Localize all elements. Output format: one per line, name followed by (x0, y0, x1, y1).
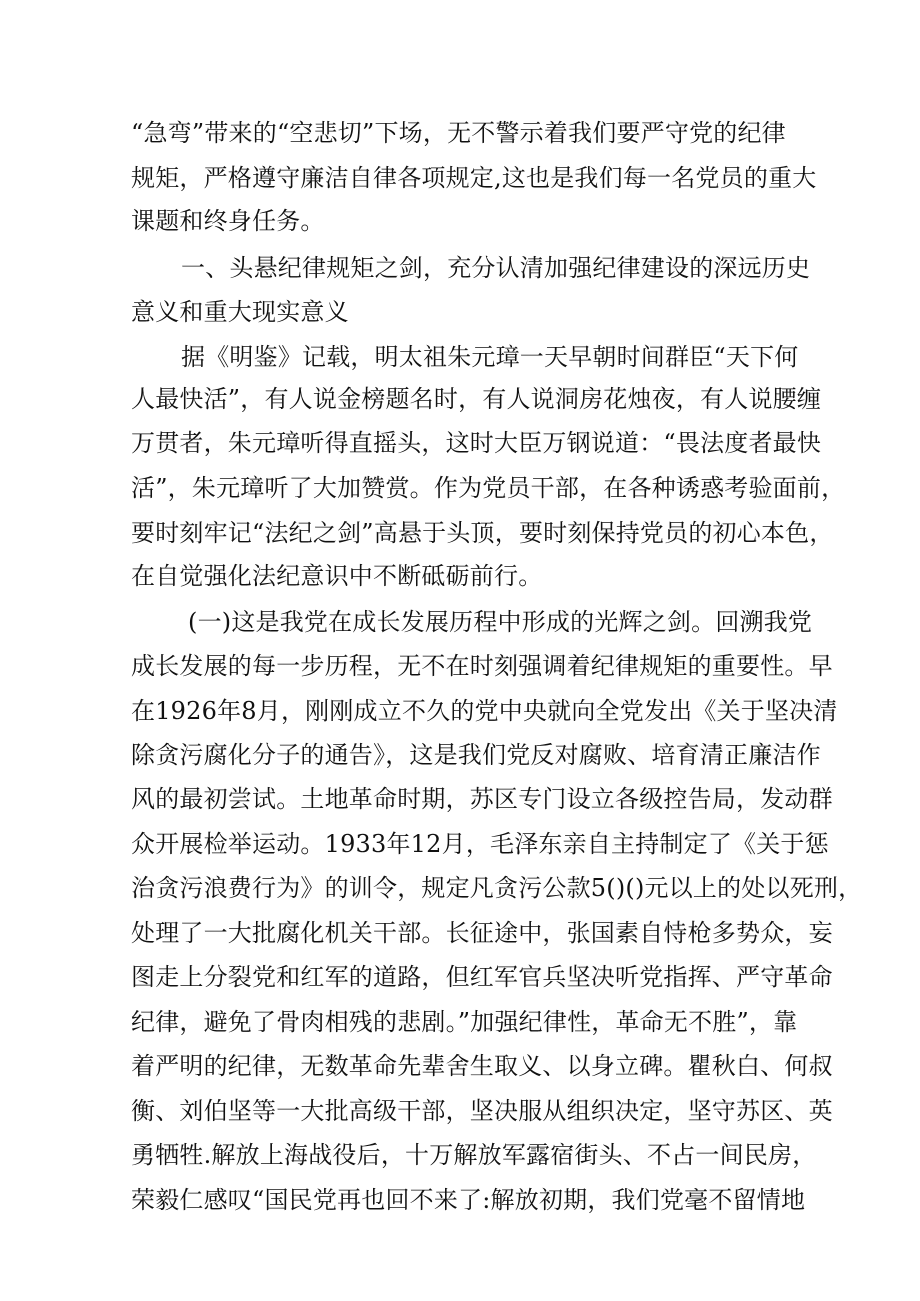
text-line: 规矩，严格遵守廉洁自律各项规定,这也是我们每一名党员的重大 (131, 164, 817, 192)
text-line: 荣毅仁感叹“国民党再也回不来了:解放初期，我们党毫不留情地 (131, 1186, 806, 1214)
text-line: 活”，朱元璋听了大加赞赏。作为党员干部，在各种诱惑考验面前， (131, 474, 846, 502)
text-line: 人最快活”，有人说金榜题名时，有人说洞房花烛夜，有人说腰缠 (131, 385, 822, 413)
text-line: 着严明的纪律，无数革命先辈舍生取义、以身立碑。瞿秋白、何叔 (131, 1052, 833, 1080)
text-line: 成长发展的每一步历程，无不在时刻强调着纪律规矩的重要性。早 (131, 652, 833, 680)
section-heading-line: 一、头悬纪律规矩之剑，充分认清加强纪律建设的深远历史 (181, 254, 811, 282)
text-line: 据《明鉴》记载，明太祖朱元璋一天早朝时间群臣“天下何 (181, 343, 799, 371)
section-heading-line: 意义和重大现实意义 (131, 298, 349, 326)
text-line: 万贯者，朱元璋听得直摇头，这时大臣万钢说道：“畏法度者最快 (131, 429, 822, 457)
text-line: 勇牺牲.解放上海战役后，十万解放军露宿街头、不占一间民房， (131, 1141, 817, 1169)
subsection-line: (一)这是我党在成长发展历程中形成的光辉之剑。回溯我党 (188, 608, 813, 636)
text-line: 风的最初尝试。土地革命时期，苏区专门设立各级控告局，发动群 (131, 785, 833, 813)
text-line: 在自觉强化法纪意识中不断砥砺前行。 (131, 562, 543, 590)
text-line: 众开展检举运动。1933年12月，毛泽东亲自主持制定了《关于惩 (131, 830, 829, 858)
text-line: 处理了一大批腐化机关干部。长征途中，张国素自恃枪多势众，妄 (131, 919, 833, 947)
text-line: 衡、刘伯坚等一大批高级干部，坚决服从组织决定，坚守苏区、英 (131, 1097, 833, 1125)
text-line: 治贪污浪费行为》的训令，规定凡贪污公款5()()元以上的处以死刑， (131, 874, 863, 902)
text-line: 要时刻牢记“法纪之剑”高悬于头顶，要时刻保持党员的初心本色， (131, 519, 834, 547)
text-line: 纪律，避免了骨肉相残的悲剧。”加强纪律性，革命无不胜”，靠 (131, 1008, 798, 1036)
text-line: 在1926年8月，刚刚成立不久的党中央就向全党发出《关于坚决清 (131, 697, 838, 725)
text-line: 图走上分裂党和红军的道路，但红军官兵坚决听党指挥、严守革命 (131, 963, 833, 991)
text-line: 课题和终身任务。 (131, 207, 325, 235)
text-line: 除贪污腐化分子的通告》，这是我们党反对腐败、培育清正廉洁作 (131, 741, 821, 769)
text-line: “急弯”带来的“空悲切”下场，无不警示着我们要严守党的纪律 (131, 119, 786, 147)
